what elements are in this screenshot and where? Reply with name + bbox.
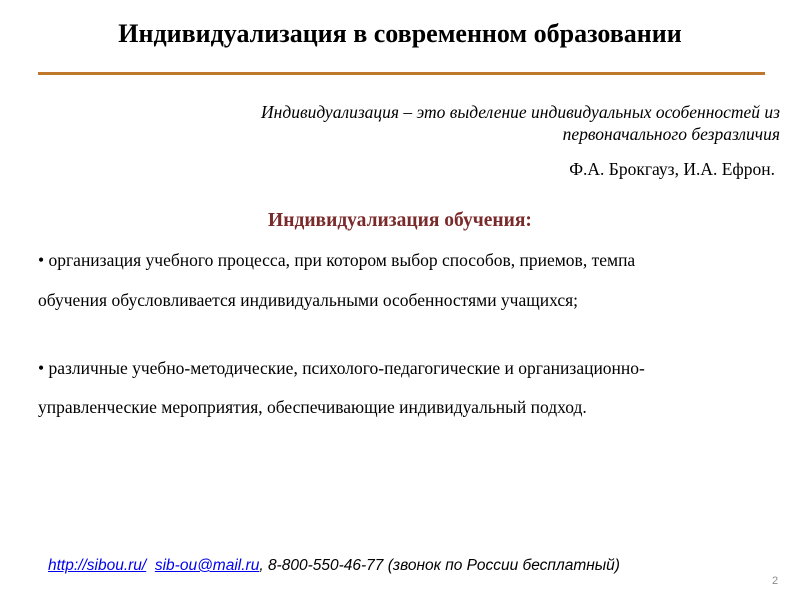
phone-text: , 8-800-550-46-77 (звонок по России бесплатный): [259, 557, 620, 574]
quote-author: Ф.А. Брокгауз, И.А. Ефрон.: [569, 159, 775, 179]
bullet-1-line-1: • организация учебного процесса, при котором выбор способов, приемов, темпа: [38, 250, 636, 270]
website-link[interactable]: http://sibou.ru/: [48, 557, 147, 574]
bullet-2-line-2: управленческие мероприятия, обеспечивающие индивидуальный подход.: [38, 397, 587, 417]
quote-line-1: Индивидуализация – это выделение индивидуальных особенностей из: [261, 102, 780, 122]
bullet-1-line-2: обучения обусловливается индивидуальными особенностями учащихся;: [38, 290, 579, 310]
slide-title: Индивидуализация в современном образовании: [118, 19, 682, 48]
email-link[interactable]: sib-ou@mail.ru: [154, 557, 260, 574]
section-heading: Индивидуализация обучения:: [268, 210, 532, 231]
definition-quote: [150, 101, 780, 145]
page-number: 2: [772, 575, 779, 587]
footer-contacts: [48, 556, 620, 576]
bullet-2-line-1: • различные учебно-методические, психолого-педагогические и организационно-: [38, 358, 645, 378]
title-underline-divider: [38, 72, 765, 75]
quote-line-2: первоначального безразличия: [562, 124, 780, 144]
